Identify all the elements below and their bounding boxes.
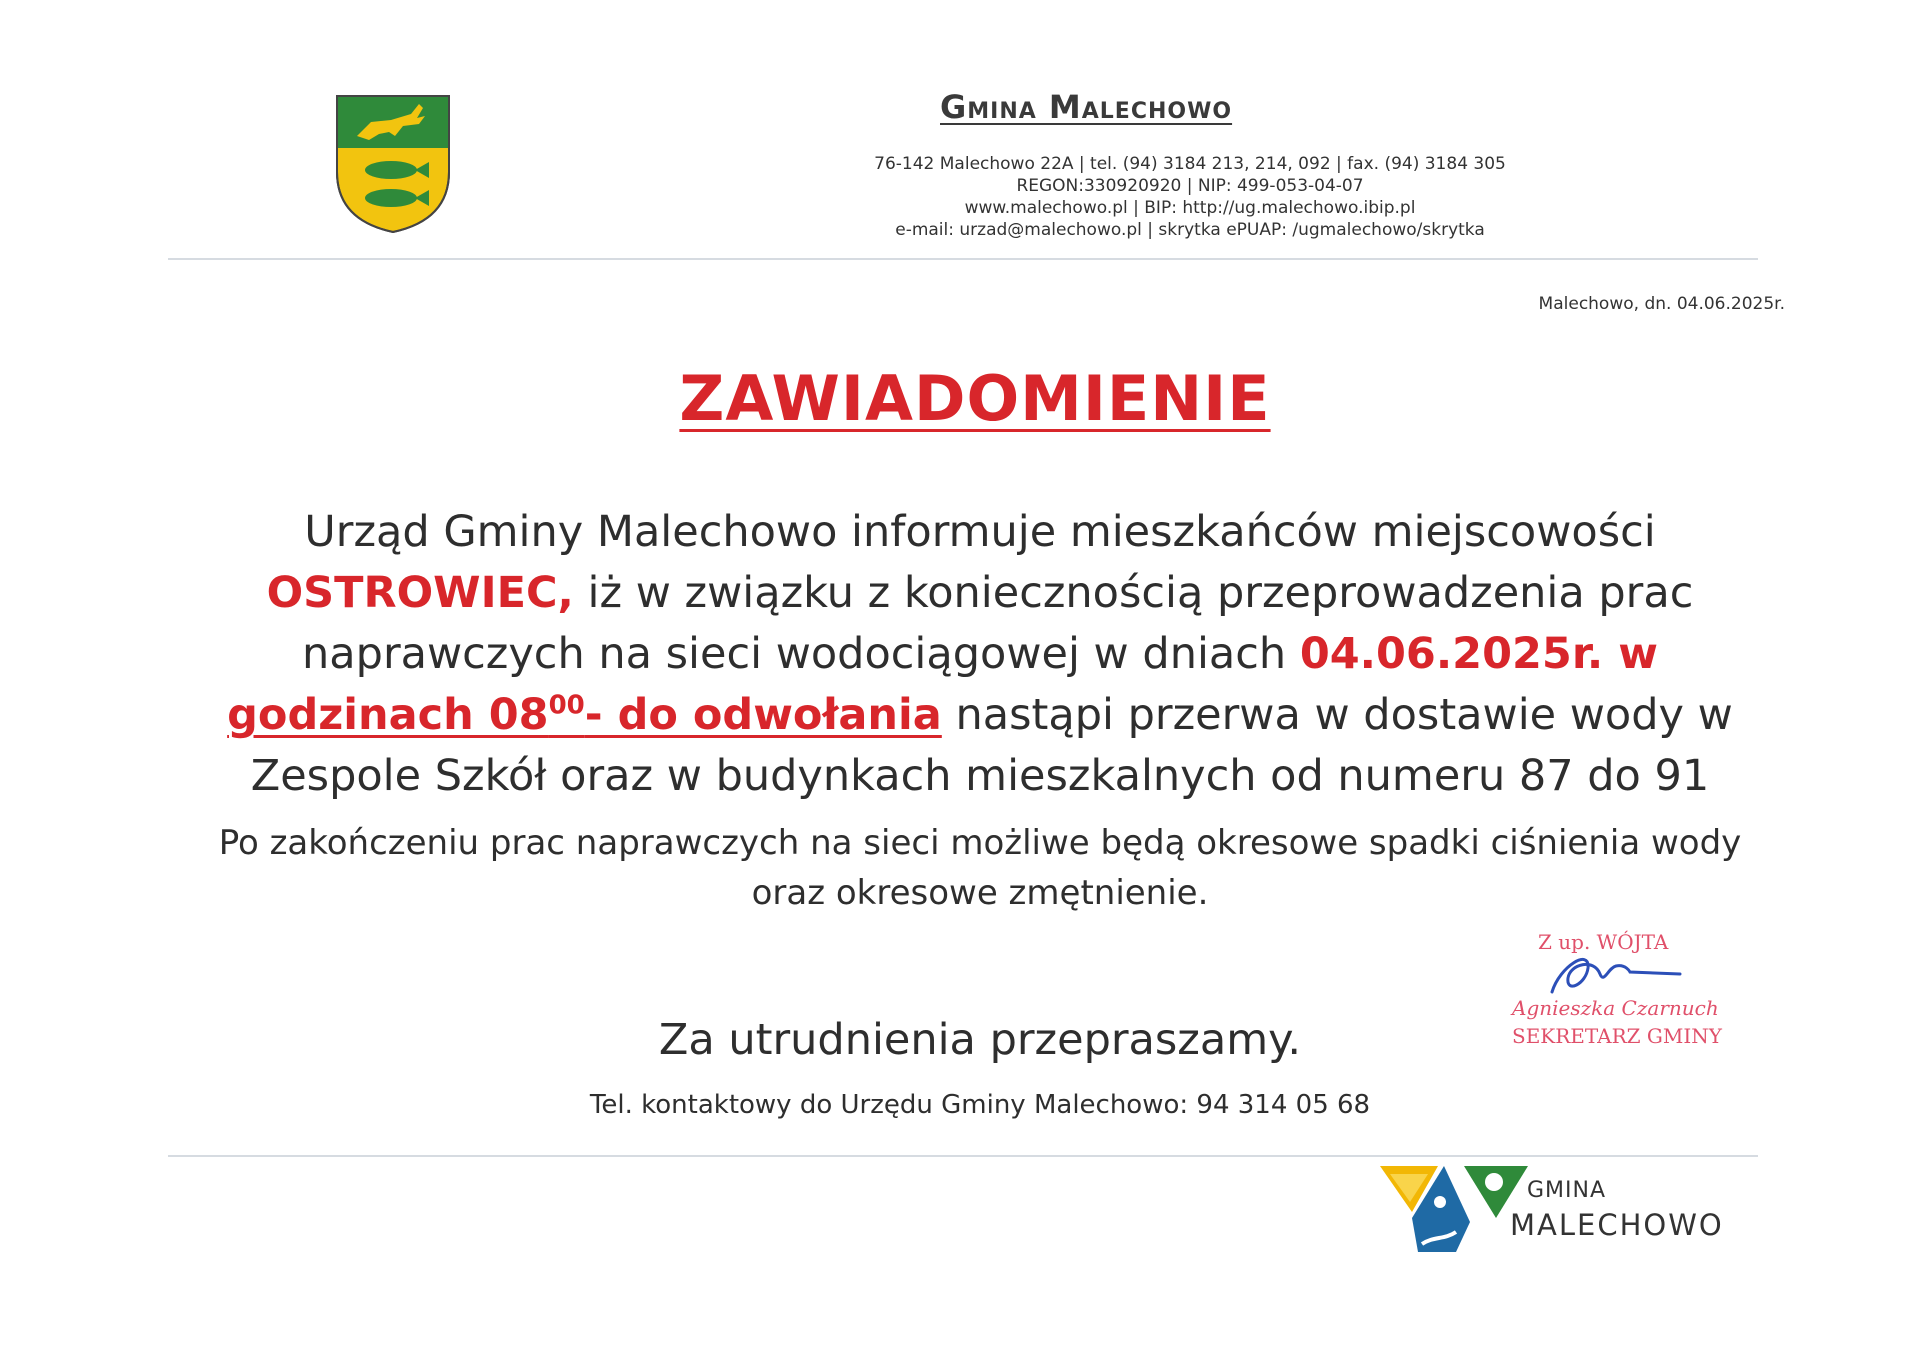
time-highlight: [227, 690, 942, 740]
notice-intro: Urząd Gminy Malechowo informuje mieszkańców miejscowości: [304, 507, 1656, 557]
contact-email-epuap[interactable]: e-mail: urzad@malechowo.pl | skrytka ePUAP: /ugmalechowo/skrytka: [895, 220, 1485, 240]
time-superscript: 00: [548, 690, 585, 721]
contact-phone: Tel. kontaktowy do Urzędu Gminy Malechowo: 94 314 05 68: [589, 1090, 1371, 1120]
notice-text-3: nastąpi przerwa w dostawie wody w Zespole Szkół oraz w budynkach mieszkalnych od numeru 87 do 91: [250, 690, 1733, 801]
time-highlight-start: godzinach 08: [227, 690, 549, 740]
contact-address: 76-142 Malechowo 22A | tel. (94) 3184 213, 214, 092 | fax. (94) 3184 305: [874, 154, 1506, 174]
stamp-line-2: Agnieszka Czarnuch: [1512, 996, 1719, 1020]
footer-gmina-name: MALECHOWO: [1510, 1208, 1724, 1242]
contact-block: [780, 153, 1600, 241]
header-divider: [168, 258, 1758, 260]
notice-text-2: iż w związku z koniecznością przeprowadzenia prac naprawczych na sieci wodociągowej w dniach: [302, 568, 1694, 679]
notice-body: [180, 502, 1780, 807]
stamp-line-1: Z up. WÓJTA: [1538, 930, 1669, 954]
after-works-note: Po zakończeniu prac naprawczych na sieci możliwe będą okresowe spadki ciśnienia wody oraz okresowe zmętnienie.: [218, 823, 1742, 913]
date-highlight: 04.06.2025r. w: [1299, 629, 1658, 679]
contact-www-bip[interactable]: www.malechowo.pl | BIP: http://ug.malechowo.ibip.pl: [964, 198, 1416, 218]
notice-title: ZAWIADOMIENIE: [679, 362, 1271, 435]
contact-regon-nip: REGON:330920920 | NIP: 499-053-04-07: [1016, 176, 1364, 196]
stamp-line-3: SEKRETARZ GMINY: [1512, 1024, 1722, 1048]
apology-text: Za utrudnienia przepraszamy.: [658, 1015, 1302, 1065]
org-name: Gmina Malechowo: [940, 88, 1233, 126]
place-highlight: OSTROWIEC,: [266, 568, 574, 618]
coat-of-arms-crest: [333, 92, 453, 235]
document-date: Malechowo, dn. 04.06.2025r.: [1538, 294, 1785, 314]
footer-divider: [168, 1155, 1758, 1157]
time-highlight-end: - do odwołania: [584, 690, 942, 740]
footer-gmina-label: GMINA: [1527, 1178, 1607, 1203]
